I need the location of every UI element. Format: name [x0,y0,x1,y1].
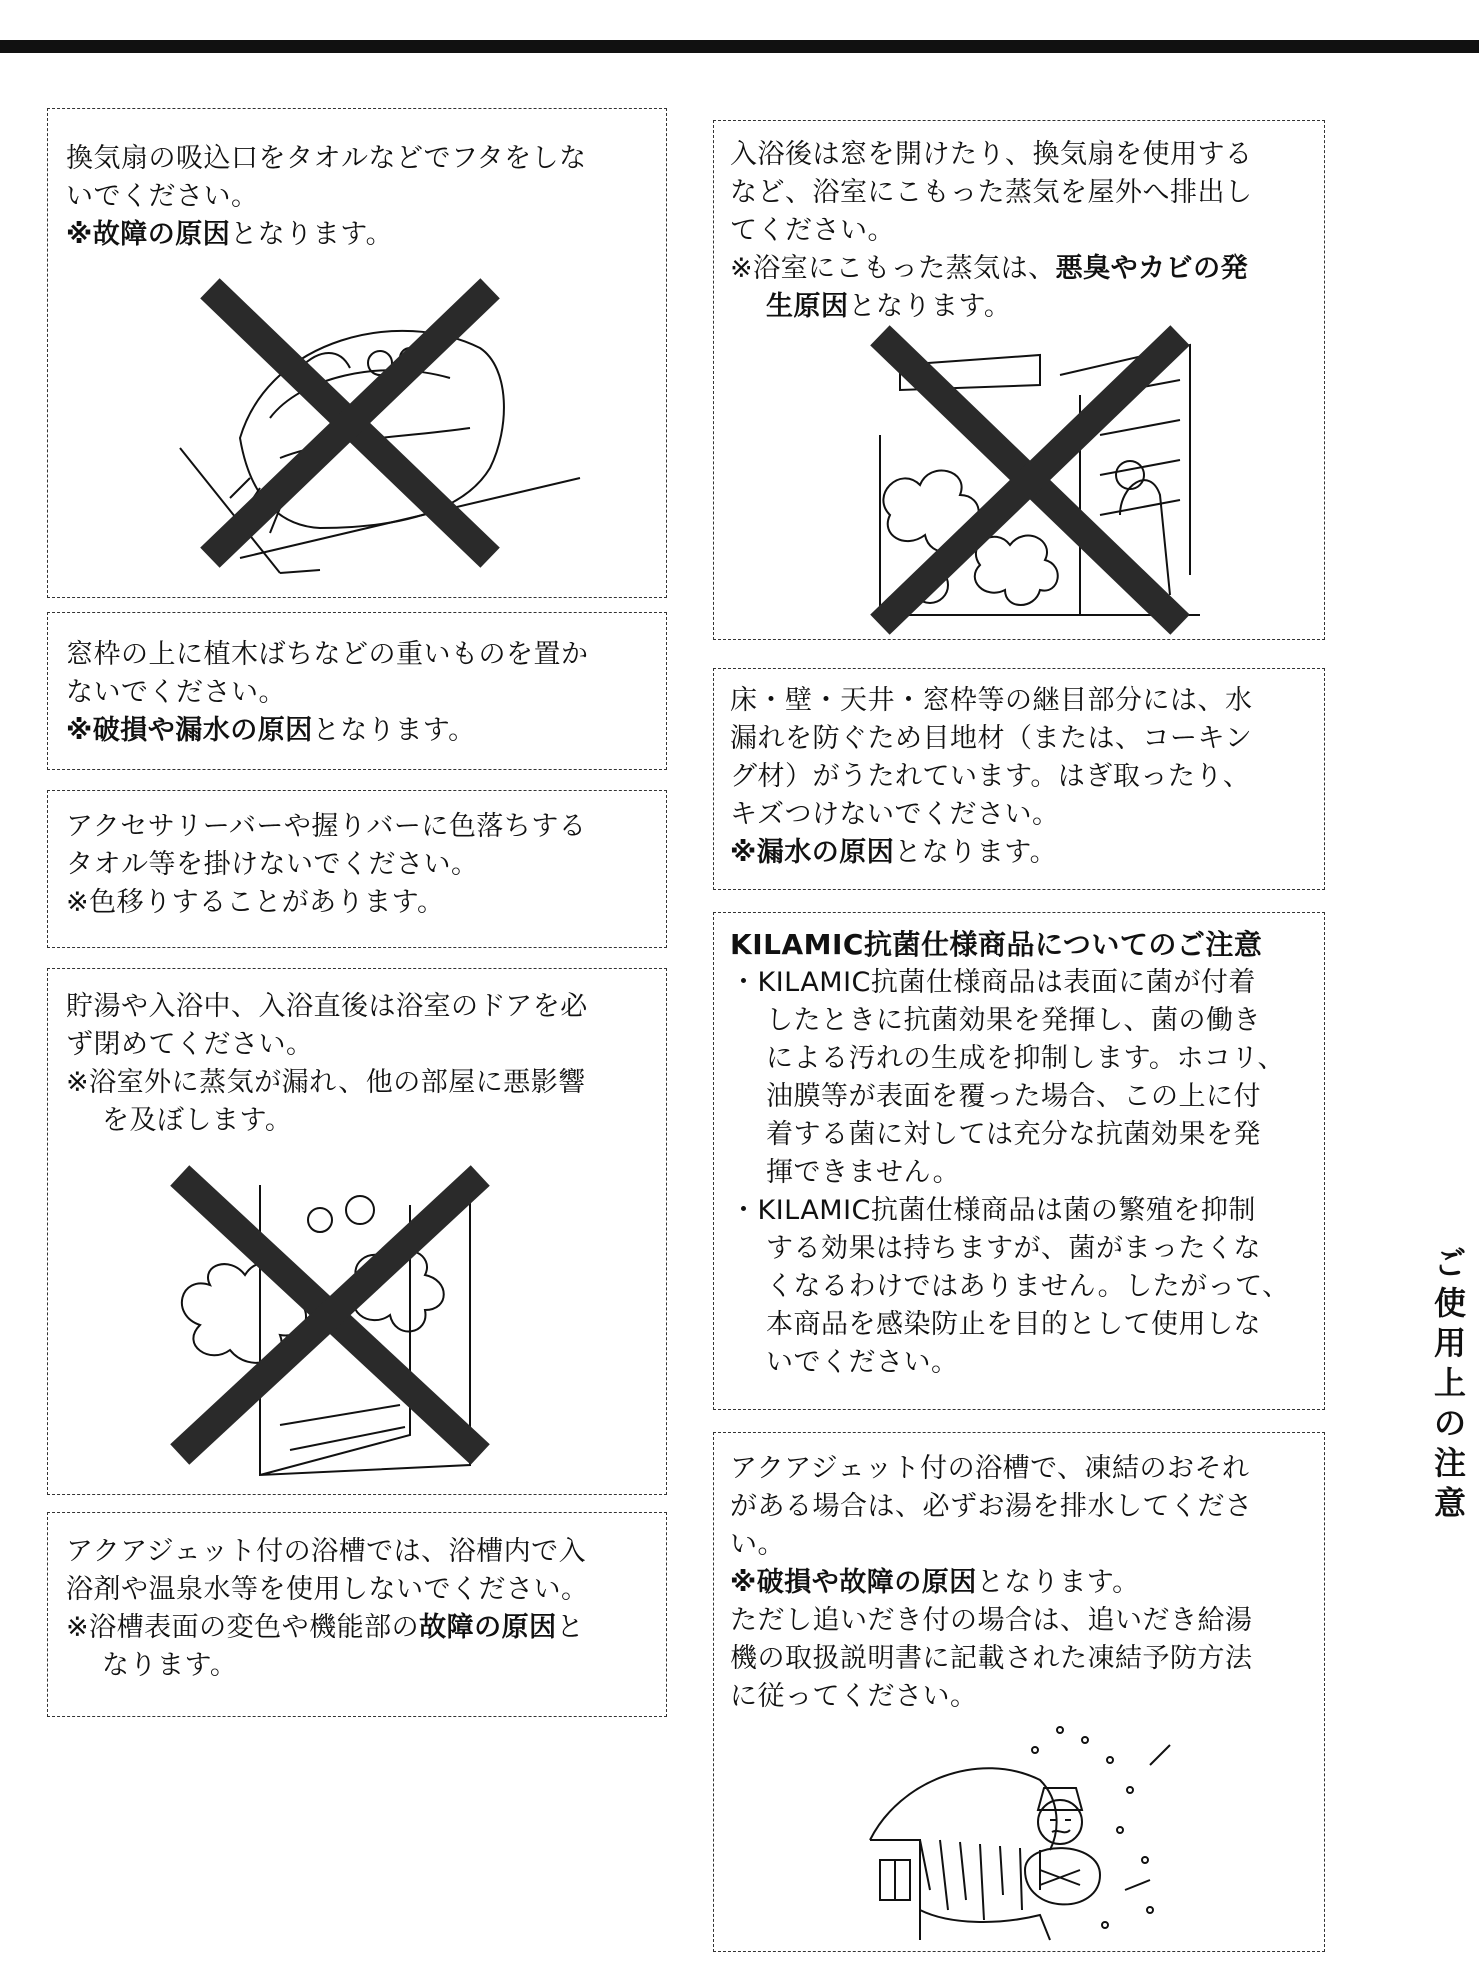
notice-text-ventilation [730,136,1253,326]
kilamic-title: KILAMIC抗菌仕様商品についてのご注意 [730,928,1263,961]
text-line: アクアジェット付の浴槽では、浴槽内で入 [66,1536,587,1567]
note-plain: ※浴槽表面の変色や機能部の [66,1612,420,1643]
note-bold: 破損や故障の原因 [756,1567,977,1598]
caution-note [730,250,1253,288]
notice-text-aqua-jet-bath [66,1533,589,1685]
note-bold: 故障の原因 [92,219,231,250]
bullet-line: したときに抗菌効果を発揮し、菌の働き [766,1005,1261,1036]
note-bold: 悪臭やカビの発 [1055,253,1249,284]
caution-note [730,834,1253,872]
text-line: 機の取扱説明書に記載された凍結予防方法 [730,1643,1253,1674]
side-char: 上 [1433,1364,1466,1402]
bullet-line: ・KILAMIC抗菌仕様商品は表面に菌が付着 [730,967,1256,998]
text-line: いでください。 [66,181,259,212]
frozen-snowman-illustration [860,1710,1180,1945]
text-line: 換気扇の吸込口をタオルなどでフタをしな [66,143,587,174]
note-prefix: ※ [66,219,93,250]
text-line: に従ってください。 [730,1681,978,1712]
open-door-steam-illustration [170,1165,510,1485]
note-rest: となります。 [312,715,476,746]
text-line: 床・壁・天井・窓枠等の継目部分には、水 [730,685,1253,716]
bathroom-steam-illustration [860,335,1220,625]
notice-text-kilamic [730,926,1290,1382]
text-line: てください。 [730,215,895,246]
text-line: 貯湯や入浴中、入浴直後は浴室のドアを必 [66,991,588,1022]
note-rest: と [556,1612,585,1643]
note-prefix: ※ [730,1567,757,1598]
notice-text-freezing [730,1450,1253,1716]
note-rest: となります。 [230,219,394,250]
note-plain: ※浴室にこもった蒸気は、 [730,253,1056,284]
text-line: タオル等を掛けないでください。 [66,849,479,880]
text-line: アクセサリーバーや握りバーに色落ちする [66,811,587,842]
text-line: キズつけないでください。 [730,799,1060,830]
bullet-line: くなるわけではありません。したがって、 [766,1271,1290,1302]
caution-note: なります。 [102,1650,238,1681]
text-line: 漏れを防ぐため目地材（または、コーキン [730,723,1253,754]
note-prefix: ※ [730,837,757,868]
note-rest: となります。 [976,1567,1140,1598]
side-char: 用 [1433,1324,1466,1362]
text-line: がある場合は、必ずお湯を排水してくださ [730,1491,1253,1522]
side-char: ご [1433,1244,1466,1282]
note-prefix: ※ [66,715,93,746]
side-char: 意 [1433,1484,1466,1522]
text-line: ただし追いだき付の場合は、追いだき給湯 [730,1605,1253,1636]
caution-note: ※色移りすることがあります。 [66,887,445,918]
bullet-line: いでください。 [766,1347,959,1378]
text-line: など、浴室にこもった蒸気を屋外へ排出し [730,177,1253,208]
bullet-line: ・KILAMIC抗菌仕様商品は菌の繁殖を抑制 [730,1195,1256,1226]
note-bold: 生原因 [766,291,849,322]
note-bold: 破損や漏水の原因 [92,715,313,746]
caution-note [66,1609,589,1647]
notice-text-bathroom-door [66,988,588,1140]
text-line: 浴剤や温泉水等を使用しないでください。 [66,1574,589,1605]
caution-note [730,288,1253,326]
bullet-line: 揮できません。 [766,1157,961,1188]
notice-text-fan-intake [66,140,587,254]
note-bold: 漏水の原因 [756,837,895,868]
text-line: グ材）がうたれています。はぎ取ったり、 [730,761,1251,792]
bullet-line: する効果は持ちますが、菌がまったくな [766,1233,1261,1264]
bullet-line: 油膜等が表面を覆った場合、この上に付 [766,1081,1261,1112]
text-line: 窓枠の上に植木ばちなどの重いものを置か [66,639,589,670]
caution-note: を及ぼします。 [102,1105,293,1136]
side-char: 注 [1433,1444,1466,1482]
notice-text-accessory-bar [66,808,586,922]
side-section-label [1430,1243,1470,1523]
text-line: い。 [730,1529,785,1560]
caution-note [66,712,589,750]
note-rest: となります。 [848,291,1012,322]
text-line: ないでください。 [66,677,286,708]
caution-note [730,1564,1253,1602]
side-char: の [1433,1404,1466,1442]
bullet-line: 着する菌に対しては充分な抗菌効果を発 [766,1119,1261,1150]
note-bold: 故障の原因 [419,1612,557,1643]
note-rest: となります。 [894,837,1058,868]
text-line: ず閉めてください。 [66,1029,314,1060]
bullet-line: 本商品を感染防止を目的として使用しな [766,1309,1261,1340]
caution-note [66,216,587,254]
top-rule [0,40,1479,53]
text-line: 入浴後は窓を開けたり、換気扇を使用する [730,139,1253,170]
notice-text-window-frame [66,636,589,750]
towel-over-fan-illustration [180,278,600,578]
caution-note: ※浴室外に蒸気が漏れ、他の部屋に悪影響 [66,1067,586,1098]
bullet-line: による汚れの生成を抑制します。ホコリ、 [766,1043,1285,1074]
notice-text-joint-sealant [730,682,1253,872]
text-line: アクアジェット付の浴槽で、凍結のおそれ [730,1453,1250,1484]
side-char: 使 [1433,1284,1466,1322]
